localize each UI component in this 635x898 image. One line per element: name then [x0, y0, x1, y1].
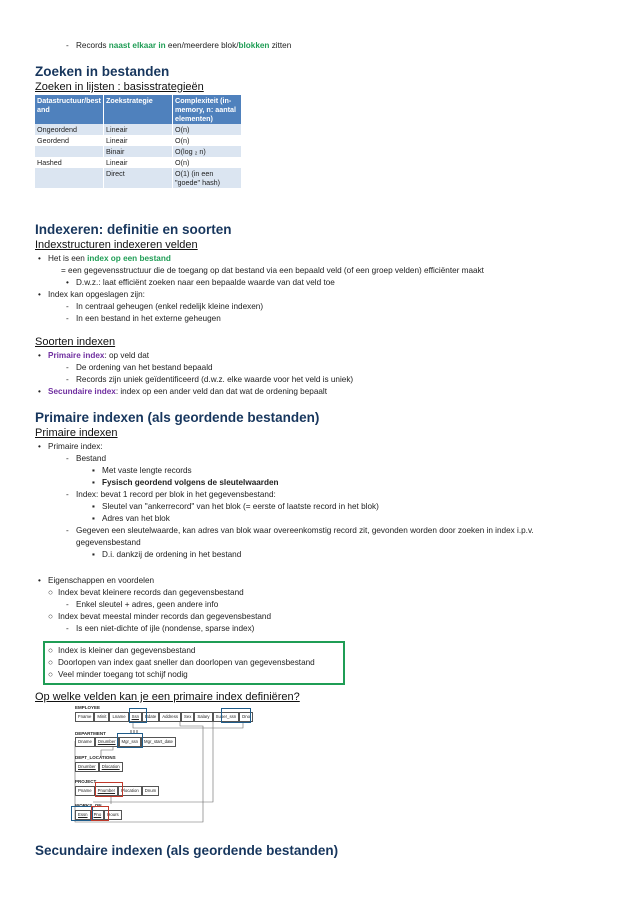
bullet-opgeslagen: • Index kan opgeslagen zijn:: [38, 290, 145, 299]
department-field: Dnumber: [95, 737, 119, 747]
highlight-pnumber: [95, 782, 123, 797]
employee-field: Lname: [109, 712, 128, 722]
project-label: PROJECT: [75, 779, 97, 784]
question-heading: Op welke velden kan je een primaire index definiëren?: [35, 691, 300, 703]
table-cell: [35, 168, 104, 188]
opgeslagen-a: - In centraal geheugen (enkel redelijk kleine indexen): [66, 302, 264, 311]
records-line: - Records naast elkaar in een/meerdere blok/blokken zitten: [66, 41, 292, 50]
table-cell: Lineair: [104, 135, 173, 146]
index-b: ▪ Adres van het blok: [92, 514, 170, 523]
dept-locations-table: [75, 762, 123, 772]
table-cell: Ongeordend: [35, 124, 104, 135]
table-cell: [35, 146, 104, 157]
project-field: Pnumber: [95, 786, 118, 796]
table-cell: Lineair: [104, 124, 173, 135]
table-cell: O(n): [173, 157, 242, 168]
highlight-essn: [71, 806, 93, 821]
employee-field: Bdate: [142, 712, 159, 722]
index-a: ▪ Sleutel van "ankerrecord" van het blok (= eerste of laatste record in het blok): [92, 502, 379, 511]
table-header: Datastructuur/best and: [35, 95, 104, 124]
department-field: Mgr_ssn: [119, 737, 141, 747]
dept-locations-field: Dnumber: [75, 762, 99, 772]
dept-locations-field: Dlocation: [99, 762, 123, 772]
table-cell: Lineair: [104, 157, 173, 168]
primaire-b: - Records zijn uniek geïdentificeerd (d.w.z. elke waarde voor het veld is uniek): [66, 375, 354, 384]
employee-field: Address: [159, 712, 181, 722]
gegeven-a: ▪ D.i. dankzij de ordening in het bestand: [92, 550, 242, 559]
eig-b: ○ Index bevat meestal minder records dan gegevensbestand: [48, 612, 272, 621]
employee-field: Super_ssn: [213, 712, 240, 722]
department-field: Dname: [75, 737, 95, 747]
subheading-soorten: Soorten indexen: [35, 336, 116, 348]
heading-secundaire-indexen: Secundaire indexen (als geordende bestanden): [35, 843, 339, 858]
table-header: Complexiteit (in-memory, n: aantal elementen): [173, 95, 242, 124]
schema-diagram: [73, 704, 273, 824]
eig-b1: - Is een niet-dichte of ijle (nondense, sparse index): [66, 624, 255, 633]
subheading-zoeken-lijsten: Zoeken in lijsten : basisstrategieën: [35, 81, 204, 93]
highlight-ssn: [129, 708, 147, 723]
employee-label: EMPLOYEE: [75, 705, 101, 710]
bestand-item: - Bestand: [66, 454, 107, 463]
bestand-a: ▪ Met vaste lengte records: [92, 466, 192, 475]
primaire-a: - De ordening van het bestand bepaald: [66, 363, 213, 372]
employee-field: Dno: [239, 712, 253, 722]
project-field: Pname: [75, 786, 95, 796]
advantage-item: ○ Index is kleiner dan gegevensbestand: [48, 646, 196, 655]
project-field: Dnum: [142, 786, 159, 796]
index-item: - Index: bevat 1 record per blok in het gegevensbestand:: [66, 490, 276, 499]
table-cell: Geordend: [35, 135, 104, 146]
highlight-pno: [91, 806, 109, 821]
table-cell: [104, 188, 173, 196]
works-on-field: Hours: [104, 810, 121, 820]
table-cell: [35, 188, 104, 196]
advantage-item: ○ Doorlopen van index gaat sneller dan doorlopen van gegevensbestand: [48, 658, 315, 667]
bullet-primaire-index-def: • Primaire index:: [38, 442, 103, 451]
heading-indexeren: Indexeren: definitie en soorten: [35, 222, 232, 237]
table-cell: [173, 188, 242, 196]
table-cell: Binair: [104, 146, 173, 157]
department-field: Mgr_start_date: [141, 737, 176, 747]
table-cell: O(log ₂ n): [173, 146, 242, 157]
opgeslagen-b: - In een bestand in het externe geheugen: [66, 314, 221, 323]
table-cell: Hashed: [35, 157, 104, 168]
bullet-eigenschappen: • Eigenschappen en voordelen: [38, 576, 155, 585]
highlight-mgr-ssn: [117, 733, 143, 748]
employee-field: Ssn: [129, 712, 142, 722]
bullet-index-op-bestand: • Het is een index op een bestand: [38, 254, 171, 263]
bestand-b: ▪ Fysisch geordend volgens de sleutelwaarden: [92, 478, 279, 487]
subheading-indexstructuren: Indexstructuren indexeren velden: [35, 239, 198, 251]
index-definition-sub: • D.w.z.: laat efficiënt zoeken naar een bepaalde waarde van dat veld toe: [66, 278, 335, 287]
index-definition: = een gegevensstructuur die de toegang op dat bestand via een bepaald veld (of een groep velden) efficiënter maakt: [61, 266, 484, 275]
works-on-field: Pno: [91, 810, 105, 820]
table-cell: O(n): [173, 135, 242, 146]
table-header: Zoekstrategie: [104, 95, 173, 124]
eig-a: ○ Index bevat kleinere records dan gegevensbestand: [48, 588, 244, 597]
employee-field: Fname: [75, 712, 94, 722]
bullet-primaire-index: • Primaire index: op veld dat: [38, 351, 150, 360]
employee-field: Salary: [194, 712, 212, 722]
highlight-super-ssn: [221, 708, 251, 723]
employee-field: Minit: [94, 712, 109, 722]
complexity-table: [35, 95, 242, 196]
advantage-item: ○ Veel minder toegang tot schijf nodig: [48, 670, 188, 679]
eig-a1: - Enkel sleutel + adres, geen andere info: [66, 600, 219, 609]
employee-field: Sex: [181, 712, 194, 722]
table-cell: O(1) (in een "goede" hash): [173, 168, 242, 188]
table-cell: Direct: [104, 168, 173, 188]
gegeven-item: - Gegeven een sleutelwaarde, kan adres van blok waar overeenkomstig record zit, gevonden worden door zoeken in index i.p.v.: [66, 526, 534, 535]
works-on-field: Essn: [75, 810, 91, 820]
table-cell: O(n): [173, 124, 242, 135]
gegeven-item-cont: gegevensbestand: [76, 538, 141, 547]
heading-zoeken: Zoeken in bestanden: [35, 64, 170, 79]
project-field: Plocation: [118, 786, 142, 796]
bullet-secundaire-index: • Secundaire index: index op een ander veld dan dat wat de ordening bepaalt: [38, 387, 328, 396]
heading-primaire-indexen: Primaire indexen (als geordende bestanden): [35, 410, 320, 425]
subheading-primaire-indexen: Primaire indexen: [35, 427, 118, 439]
department-label: DEPARTMENT: [75, 731, 106, 736]
dept-locations-label: DEPT_LOCATIONS: [75, 755, 116, 760]
works-on-label: WORKS_ON: [75, 803, 102, 808]
